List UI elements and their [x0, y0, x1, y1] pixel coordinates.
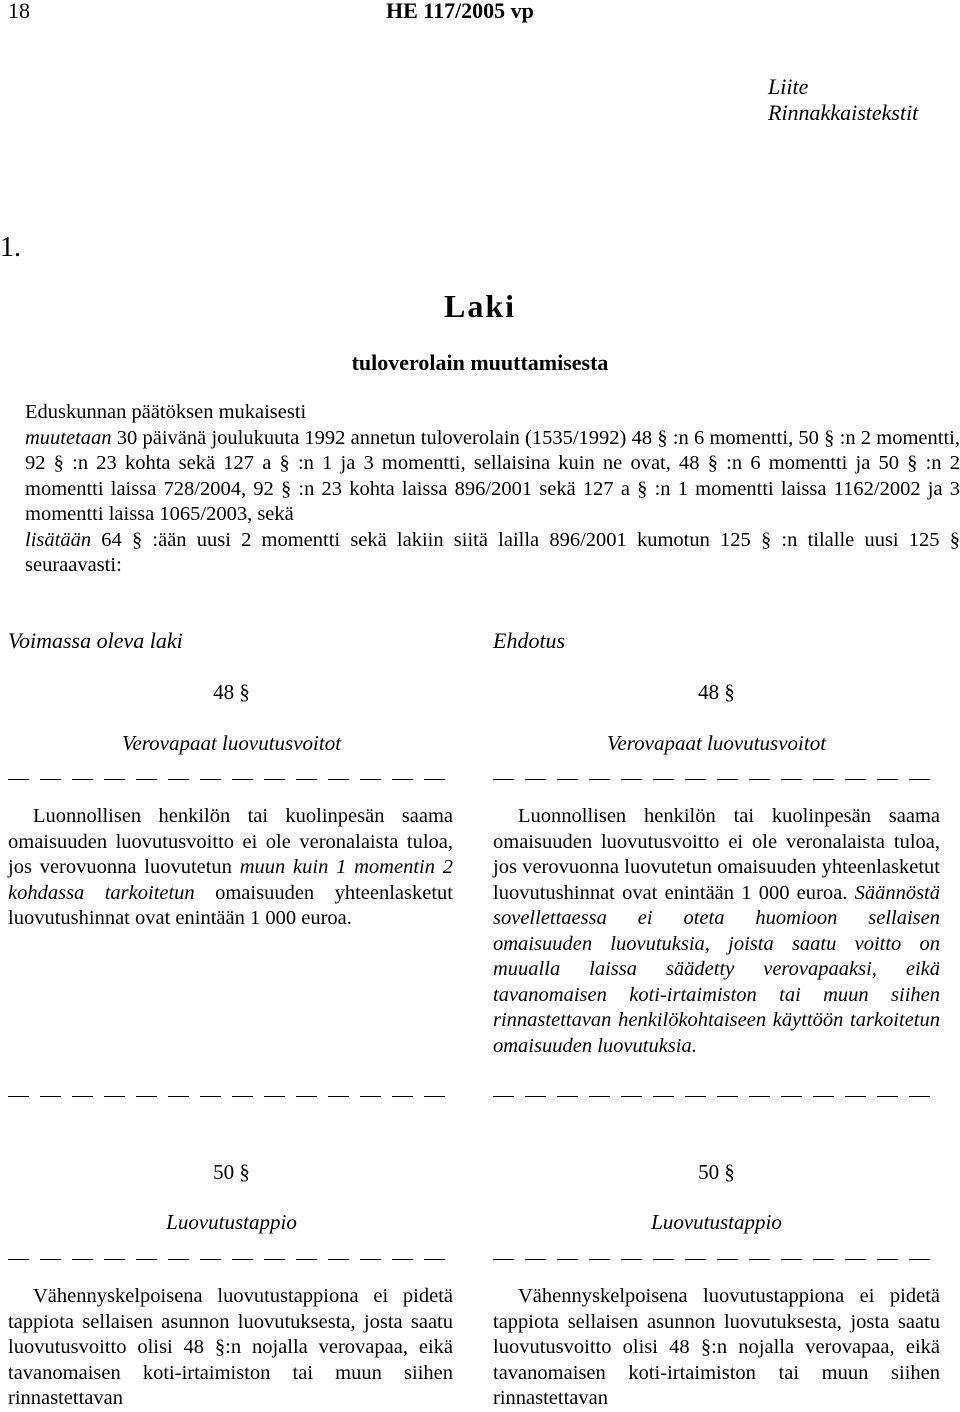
- right-48-plain: Luonnollisen henkilön tai kuolinpesän saama omaisuuden luovutusvoitto ei ole veronalaista tuloa, jos verovuonna luovutetun omaisuuden yhteenlasketut luovutushinnat ovat enintään 1 000 euroa.: [493, 805, 940, 904]
- amend-keyword: muutetaan: [25, 426, 112, 449]
- left-48-plain-2: omaisuuden yhteenlasketut luovutushinnat ovat enintään 1 000 euroa.: [8, 881, 453, 929]
- right-section-48-text: [493, 804, 940, 1059]
- omission-line: [493, 1096, 930, 1097]
- right-column-heading: Ehdotus: [493, 628, 566, 653]
- left-section-48-title: Verovapaat luovutusvoitot: [121, 731, 342, 755]
- add-keyword: lisätään: [25, 528, 92, 551]
- omission-line: [493, 1259, 930, 1260]
- omission-line: [8, 779, 445, 780]
- left-column-heading: Voimassa oleva laki: [8, 628, 183, 653]
- omission-line: [8, 1259, 445, 1260]
- law-title: Laki: [443, 288, 517, 324]
- enacting-clause: [25, 400, 960, 579]
- enacting-line: Eduskunnan päätöksen mukaisesti: [25, 401, 307, 423]
- right-section-50-number: 50 §: [698, 1160, 735, 1184]
- omission-line: [493, 779, 930, 780]
- amend-text: 30 päivänä joulukuuta 1992 annetun tuloverolain (1535/1992) 48 § :n 6 momentti, 50 § :n 2 momentti, 92 § :n 23 kohta sekä 127 a § :n 1 ja 3 momentti, sellaisina kuin ne ovat, 48 § :n 6 momentti ja 50 § :n 2 momentti laissa 728/2004, 92 § :n 23 kohta laissa 896/2001 sekä 127 a § :n 1 momentti laissa 1162/2002 ja 3 momentti laissa 1065/2003, sekä: [25, 426, 960, 525]
- appendix-line-2: Rinnakkaistekstit: [768, 100, 919, 125]
- left-section-48-number: 48 §: [213, 680, 250, 704]
- left-section-50-text: Vähennyskelpoisena luovutustappiona ei pidetä tappiota sellaisen asunnon luovutuksesta, josta saatu luovutusvoitto olisi 48 §:n nojalla verovapaa, eikä tavanomaisen koti-irtaimiston tai muun siihen rinnastettavan: [8, 1285, 453, 1409]
- appendix-label: [768, 74, 918, 126]
- right-section-48-title: Verovapaat luovutusvoitot: [606, 731, 827, 755]
- amend-paragraph: [25, 426, 960, 528]
- page-number: 18: [8, 0, 30, 23]
- right-section-50-text: Vähennyskelpoisena luovutustappiona ei pidetä tappiota sellaisen asunnon luovutuksesta, josta saatu luovutusvoitto olisi 48 §:n nojalla verovapaa, eikä tavanomaisen koti-irtaimiston tai muun siihen rinnastettavan: [493, 1285, 940, 1409]
- right-section-50-title: Luovutustappio: [651, 1210, 782, 1234]
- left-section-50-title: Luovutustappio: [166, 1210, 297, 1234]
- appendix-line-1: Liite: [768, 74, 809, 99]
- left-section-48-text: [8, 804, 453, 932]
- law-subtitle: tuloverolain muuttamisesta: [351, 350, 609, 375]
- right-section-48-number: 48 §: [698, 680, 735, 704]
- add-text: 64 § :ään uusi 2 momentti sekä lakiin siitä lailla 896/2001 kumotun 125 § :n tilalle uusi 125 § seuraavasti:: [25, 528, 960, 576]
- left-48-plain-1: Luonnollisen henkilön tai kuolinpesän saama omaisuuden luovutusvoitto ei ole veronalaista tuloa, jos verovuonna luovutetun: [8, 805, 453, 878]
- omission-line: [8, 1096, 445, 1097]
- left-section-50-number: 50 §: [213, 1160, 250, 1184]
- add-paragraph: [25, 528, 960, 579]
- left-48-italic: muun kuin 1 momentin 2 kohdassa tarkoitetun: [8, 856, 453, 904]
- section-number: 1.: [0, 232, 21, 263]
- right-48-italic: Säännöstä sovellettaessa ei oteta huomioon sellaisen omaisuuden luovutuksia, joista saatu voitto on muualla laissa säädetty verovapaaksi, eikä tavanomaisen koti-irtaimiston tai muun siihen rinnastettavan henkilökohtaiseen käyttöön tarkoitetun omaisuuden luovutuksia.: [493, 881, 940, 1057]
- document-id: HE 117/2005 vp: [386, 0, 534, 23]
